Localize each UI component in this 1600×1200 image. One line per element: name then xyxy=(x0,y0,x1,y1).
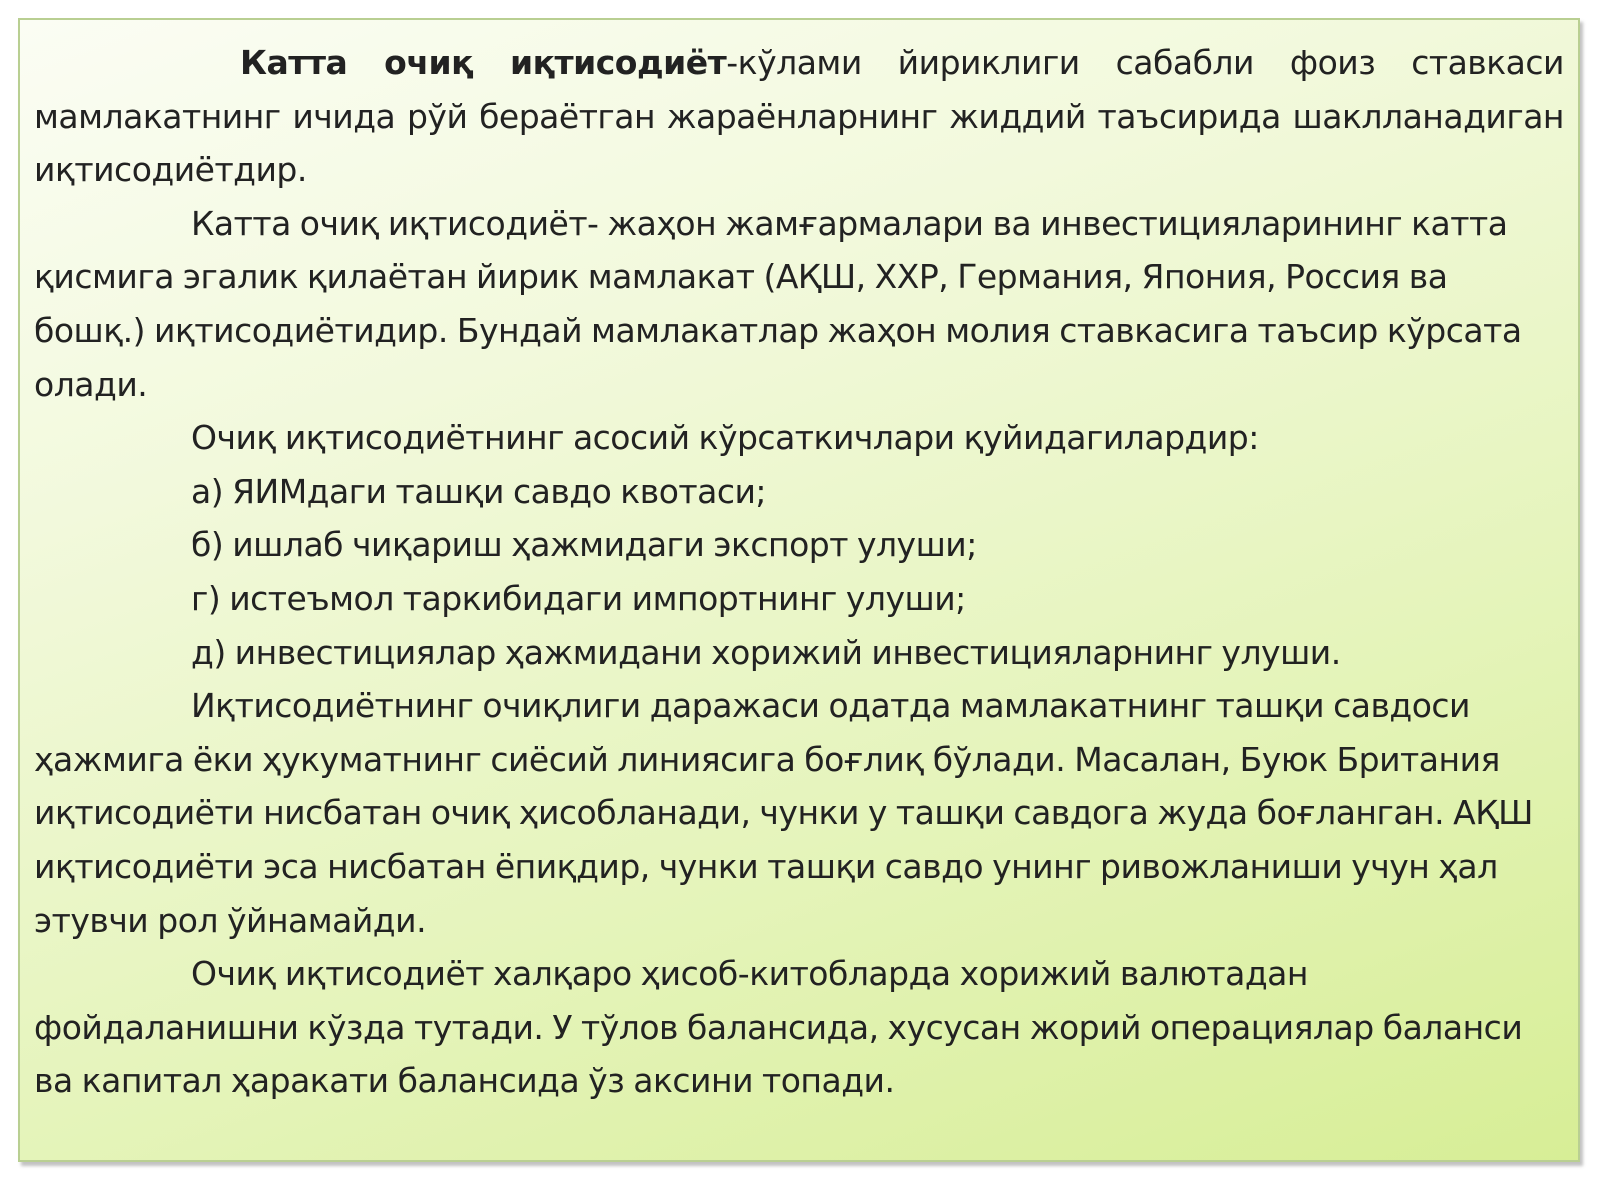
text-body xyxy=(34,36,1564,1108)
list-item-d: д) инвестициялар ҳажмидани хорижий инвестицияларнинг улуши. xyxy=(191,632,1341,672)
list-item-b: б) ишлаб чиқариш ҳажмидаги экспорт улуши; xyxy=(191,525,977,565)
list-item-a: а) ЯИМдаги ташқи савдо квотаси; xyxy=(191,471,767,511)
paragraph-large-economy: Катта очиқ иқтисодиёт- жаҳон жамғармалари ва инвестицияларининг катта қисмига эгалик қилаётан йирик мамлакат (АҚШ, ХХР, Германия, Япония, Россия ва бошқ.) иқтисодиётидир. Бундай мамлакатлар жаҳон молия ставкасига таъсир кўрсата олади. xyxy=(34,203,1522,404)
slide-panel xyxy=(18,18,1580,1162)
paragraph-definition xyxy=(34,36,1564,197)
paragraph-text: -кўлами йириклиги сабабли фоиз ставкаси мамлакатнинг ичида рўй бераётган жараёнларнинг жиддий таъсирида шаклланадиган иқтисодиётдир. xyxy=(34,43,1564,190)
paragraph-foreign-currency: Очиқ иқтисодиёт халқаро ҳисоб-китобларда хорижий валютадан фойдаланишни кўзда тутади. У тўлов балансида, хусусан жорий операциялар баланси ва капитал ҳаракати балансида ўз аксини топади. xyxy=(34,954,1523,1101)
paragraph-openness-degree: Иқтисодиётнинг очиқлиги даражаси одатда мамлакатнинг ташқи савдоси ҳажмига ёки ҳукуматнинг сиёсий линиясига боғлиқ бўлади. Масалан, Буюк Британия иқтисодиёти нисбатан очиқ ҳисобланади, чунки у ташқи савдога жуда боғланган. АҚШ иқтисодиёти эса нисбатан ёпиқдир, чунки ташқи савдо унинг ривожланиши учун ҳал этувчи рол ўйнамайди. xyxy=(34,686,1533,940)
paragraph-indicators-intro: Очиқ иқтисодиётнинг асосий кўрсаткичлари қуйидагилардир: xyxy=(191,418,1259,458)
list-item-g: г) истеъмол таркибидаги импортнинг улуши; xyxy=(191,578,966,618)
bold-term: Катта очиқ иқтисодиёт xyxy=(240,43,727,82)
